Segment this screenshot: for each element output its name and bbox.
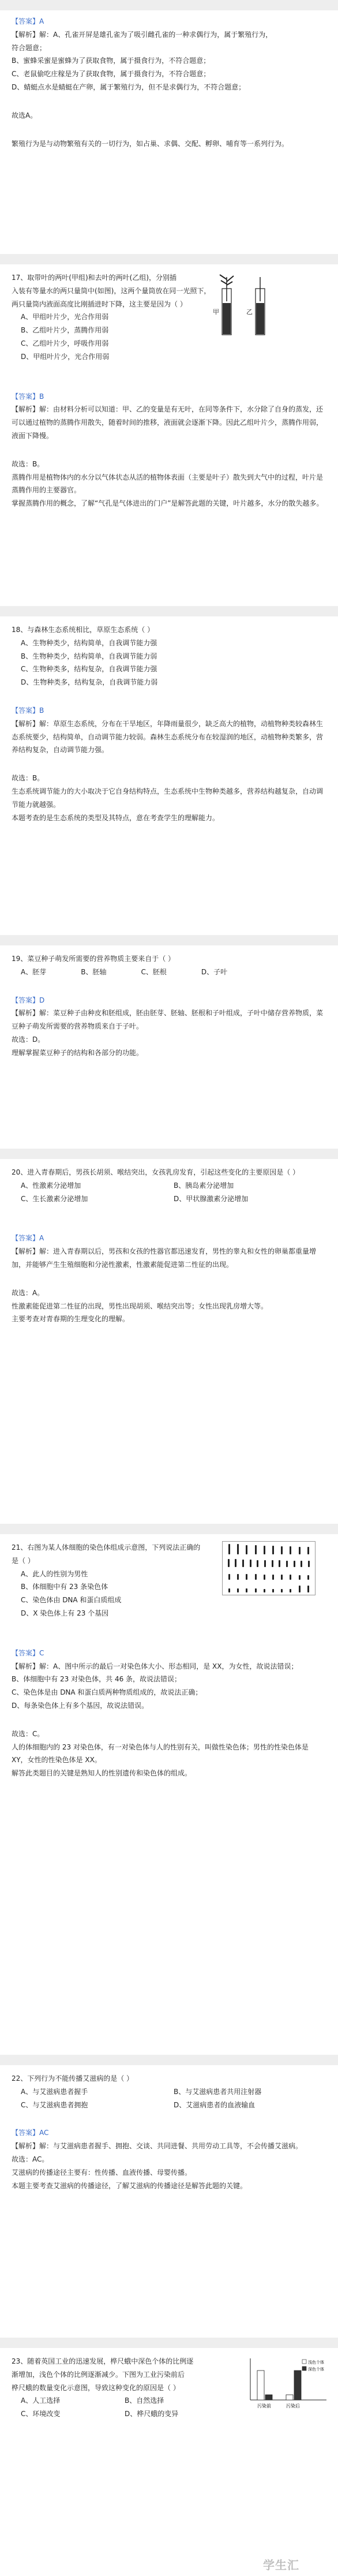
option-b: B、体细胞中有 23 条染色体 xyxy=(21,1583,108,1591)
note-text: 人的体细胞内的 23 对染色体，有一对染色体与人的性别有关，叫做性染色体；男性的性染色体是 XY，女性的性染色体是 XX。 xyxy=(12,1743,309,1764)
question-stem: 渐增加，浅色个体的比例逐渐减少。下图为工业污染前后 xyxy=(12,2370,185,2379)
option-d: D、甲组叶片少，光合作用弱 xyxy=(21,352,110,361)
x-tick-label: 污染后 xyxy=(286,2403,300,2409)
note-text: 繁殖行为是与动物繁殖有关的一切行为，如占巢、求偶、交配、孵卵、哺育等一系列行为。 xyxy=(12,139,289,148)
conclusion-text: 故选A。 xyxy=(12,111,37,119)
question-stem: 18、与森林生态系统相比，草原生态系统（ ） xyxy=(12,626,155,634)
section-divider xyxy=(0,935,338,945)
option-b: B、生物种类少，结构简单，自我调节能力弱 xyxy=(21,652,157,660)
moth-bar-chart xyxy=(242,2355,329,2410)
option-a: A、人工选择 xyxy=(21,2396,61,2405)
section-divider xyxy=(0,1524,338,1534)
option-c: C、乙组叶片少，呼吸作用弱 xyxy=(21,339,109,347)
section-divider xyxy=(0,606,338,616)
analysis-text: B、体细胞中有 23 对染色体，共 46 条，故说法错误； xyxy=(12,1675,182,1684)
question-21 xyxy=(12,1541,326,1780)
option-d: D、艾滋病患者的血液输血 xyxy=(174,2100,256,2109)
analysis-text: 【解析】解：草原生态系统，分布在干旱地区，年降雨量很少，缺乏高大的植物，动植物种类较森林生态系统要少，结构简单，自动调节能力较弱。森林生态系统分布在较湿润的地区，动植物种类繁多，营养结构复杂，自动调节能力强。 xyxy=(12,719,324,754)
option-b: B、胰岛素分泌增加 xyxy=(174,1181,234,1190)
bar-0-1 xyxy=(265,2395,272,2400)
answer-label: 【答案】AC xyxy=(12,2129,49,2137)
analysis-text: 【解析】解：与艾滋病患者握手、拥抱、交谈、共同进餐、共用劳动工具等，不会传播艾滋病。 xyxy=(12,2142,303,2151)
option-d: D、子叶 xyxy=(201,967,228,976)
karyotype-figure xyxy=(222,1541,316,1595)
section-divider xyxy=(0,1149,338,1159)
question-stem: 21、右图为某人体细胞的染色体组成示意图，下列说法正确的是（ ） xyxy=(12,1543,201,1565)
analysis-text: 【解析】解：由材料分析可以知道：甲、乙的变量是有无叶，在同等条件下，水分除了自身的蒸发，还可以通过植物的蒸腾作用散失，随着时间的推移，液面就会逐渐下降。因此乙组叶片少，蒸腾作用弱，液面下降慢。 xyxy=(12,405,324,440)
question-stem: 19、菜豆种子萌发所需要的营养物质主要来自于（ ） xyxy=(12,955,175,963)
option-a: A、性激素分泌增加 xyxy=(21,1181,81,1190)
option-c: C、环境改变 xyxy=(21,2410,61,2418)
watermark-text: 学生汇 xyxy=(263,2558,299,2572)
analysis-text: D、每条染色体上有多个基因，故说法错误。 xyxy=(12,1701,149,1710)
question-stem: 23、随着英国工业的迅速发展，桦尺蛾中深色个体的比例逐 xyxy=(12,2357,194,2365)
analysis-text: 【解析】解：A、孔雀开屏是雄孔雀为了吸引雌孔雀的一种求偶行为，属于繁殖行为， xyxy=(12,30,273,39)
legend-swatch xyxy=(302,2360,306,2364)
conclusion-text: 故选：C。 xyxy=(12,1729,44,1738)
note-text: 蒸腾作用是植物体内的水分以气体状态从活的植物体表面（主要是叶子）散失到大气中的过程，叶片是蒸腾作用的主要器官。 xyxy=(12,473,324,495)
option-d: D、桦尺蛾的变异 xyxy=(125,2410,179,2418)
question-23 xyxy=(12,2355,326,2421)
option-c: C、胚根 xyxy=(141,967,167,976)
option-b: B、自然选择 xyxy=(125,2396,164,2405)
question-stem: 桦尺蛾的数量变化示意图，导致这种变化的原因是（ ） xyxy=(12,2383,180,2392)
figure-label-yi: 乙 xyxy=(246,308,253,316)
option-c: C、染色体由 DNA 和蛋白质组成 xyxy=(21,1596,122,1605)
option-d: D、生物种类多，结构复杂，自我调节能力弱 xyxy=(21,678,158,687)
option-c: C、生长激素分泌增加 xyxy=(21,1194,88,1203)
analysis-text: C、染色体是由 DNA 和蛋白质两种物质组成的，故说法正确； xyxy=(12,1688,202,1697)
option-a: A、甲组叶片少，光合作用弱 xyxy=(21,313,109,321)
note-text: 掌握蒸腾作用的概念，了解“气孔是气体进出的门户”是解答此题的关键，叶片越多，水分的散失越多。 xyxy=(12,499,324,508)
answer-label: 【答案】B xyxy=(12,706,44,715)
option-d: D、甲状腺激素分泌增加 xyxy=(174,1194,249,1203)
question-19 xyxy=(12,952,326,1060)
conclusion-text: 故选：B。 xyxy=(12,774,44,783)
analysis-text: B、蜜蜂采蜜是蜜蜂为了获取食物，属于摄食行为，不符合题意； xyxy=(12,57,211,65)
conclusion-text: 故选：D。 xyxy=(12,1035,45,1044)
bar-1-1 xyxy=(294,2371,301,2400)
section-divider xyxy=(0,2338,338,2348)
conclusion-text: 故选：AC。 xyxy=(12,2155,49,2163)
option-a: A、与艾滋病患者握手 xyxy=(21,2087,88,2096)
analysis-text: 符合题意； xyxy=(12,43,47,52)
question-20 xyxy=(12,1166,326,1326)
x-tick-label: 污染前 xyxy=(257,2403,271,2409)
option-b: B、乙组叶片少，蒸腾作用弱 xyxy=(21,326,109,335)
legend-swatch xyxy=(302,2366,306,2371)
analysis-text: 【解析】解：进入青春期以后，男孩和女孩的性器官都迅速发育，男性的睾丸和女性的卵巢都重量增加，并能够产生生殖细胞和分泌性激素，性激素能促进第二性征的出现。 xyxy=(12,1247,317,1269)
section-divider xyxy=(0,0,338,10)
note-text: 解答此类题目的关键是熟知人的性别遗传和染色体的组成。 xyxy=(12,1769,192,1778)
option-a: A、生物种类少，结构简单，自我调节能力强 xyxy=(21,638,157,647)
note-text: 本题主要考查艾滋病的传播途径，了解艾滋病的传播途径是解答此题的关键。 xyxy=(12,2181,247,2190)
bar-1-0 xyxy=(286,2395,293,2400)
note-text: 理解掌握菜豆种子的结构和各部分的功能。 xyxy=(12,1048,144,1057)
option-d: D、X 染色体上有 23 个基因 xyxy=(21,1609,109,1617)
question-stem: 20、进入青春期后，男孩长胡须、喉结突出，女孩乳房发育，引起这些变化的主要原因是（ ） xyxy=(12,1168,300,1176)
site-watermark-logo xyxy=(263,2554,332,2573)
conclusion-text: 故选：B。 xyxy=(12,459,44,468)
analysis-text: D、蜻蜓点水是蜻蜓在产卵，属于繁殖行为，但不是求偶行为，不符合题意； xyxy=(12,83,246,91)
option-a: A、此人的性别为男性 xyxy=(21,1569,88,1578)
section-divider xyxy=(0,2055,338,2065)
section-divider xyxy=(0,254,338,264)
question-18 xyxy=(12,623,326,824)
bar-0-0 xyxy=(257,2371,264,2400)
question-stem: 17、取带叶的两叶(甲组)和去叶的两叶(乙组)，分别插 xyxy=(12,274,176,282)
note-text: 本题考查的是生态系统的类型及其特点，意在考查学生的理解能力。 xyxy=(12,813,220,822)
answer-label: 【答案】A xyxy=(12,17,44,25)
question-stem: 22、下列行为不能传播艾滋病的是（ ） xyxy=(12,2074,134,2083)
question-17 xyxy=(12,271,326,510)
legend-label: 深色个体 xyxy=(308,2367,324,2372)
option-b: B、胚轴 xyxy=(81,967,107,976)
option-b: B、与艾滋病患者共用注射器 xyxy=(174,2087,262,2096)
conclusion-text: 故选：A。 xyxy=(12,1288,44,1297)
legend-label: 浅色个体 xyxy=(308,2360,324,2365)
answer-label: 【答案】C xyxy=(12,1648,44,1657)
option-c: C、与艾滋病患者拥抱 xyxy=(21,2100,88,2109)
note-text: 艾滋病的传播途径主要有：性传播、血液传播、母婴传播。 xyxy=(12,2168,192,2177)
analysis-text: 【解析】解：菜豆种子由种皮和胚组成，胚由胚芽、胚轴、胚根和子叶组成，子叶中储存营养物质，菜豆种子萌发所需要的营养物质来自于子叶。 xyxy=(12,1009,324,1031)
option-c: C、生物种类多，结构复杂，自我调节能力强 xyxy=(21,665,157,674)
answer-label: 【答案】A xyxy=(12,1234,44,1243)
answer-label: 【答案】B xyxy=(12,392,44,401)
graduated-cylinder-figure xyxy=(211,271,277,341)
question-22 xyxy=(12,2072,326,2192)
answer-block-16 xyxy=(12,15,326,150)
question-stem: 两只量筒内液面高度比刚插进时下降，这主要是因为（ ） xyxy=(12,300,187,308)
answer-label: 【答案】D xyxy=(12,996,45,1004)
analysis-text: C、老鼠偷吃庄稼是为了获取食物，属于摄食行为，不符合题意； xyxy=(12,70,211,78)
option-a: A、胚芽 xyxy=(21,967,47,976)
note-text: 主要考查对青春期的生理变化的理解。 xyxy=(12,1315,130,1323)
question-stem: 入装有等量水的两只量筒中(如图)，这两个量筒放在同一光照下， xyxy=(12,286,211,295)
analysis-text: 【解析】解：A、图中所示的最后一对染色体大小、形态相同，是 XX，为女性，故说法错误； xyxy=(12,1662,298,1670)
figure-label-jia: 甲 xyxy=(213,308,219,316)
note-text: 性激素能促进第二性征的出现，男性出现胡须、喉结突出等；女性出现乳房增大等。 xyxy=(12,1302,268,1310)
note-text: 生态系统调节能力的大小取决于它自身结构特点，生态系统中生物种类越多，营养结构越复杂，自动调节能力就越强。 xyxy=(12,787,324,809)
